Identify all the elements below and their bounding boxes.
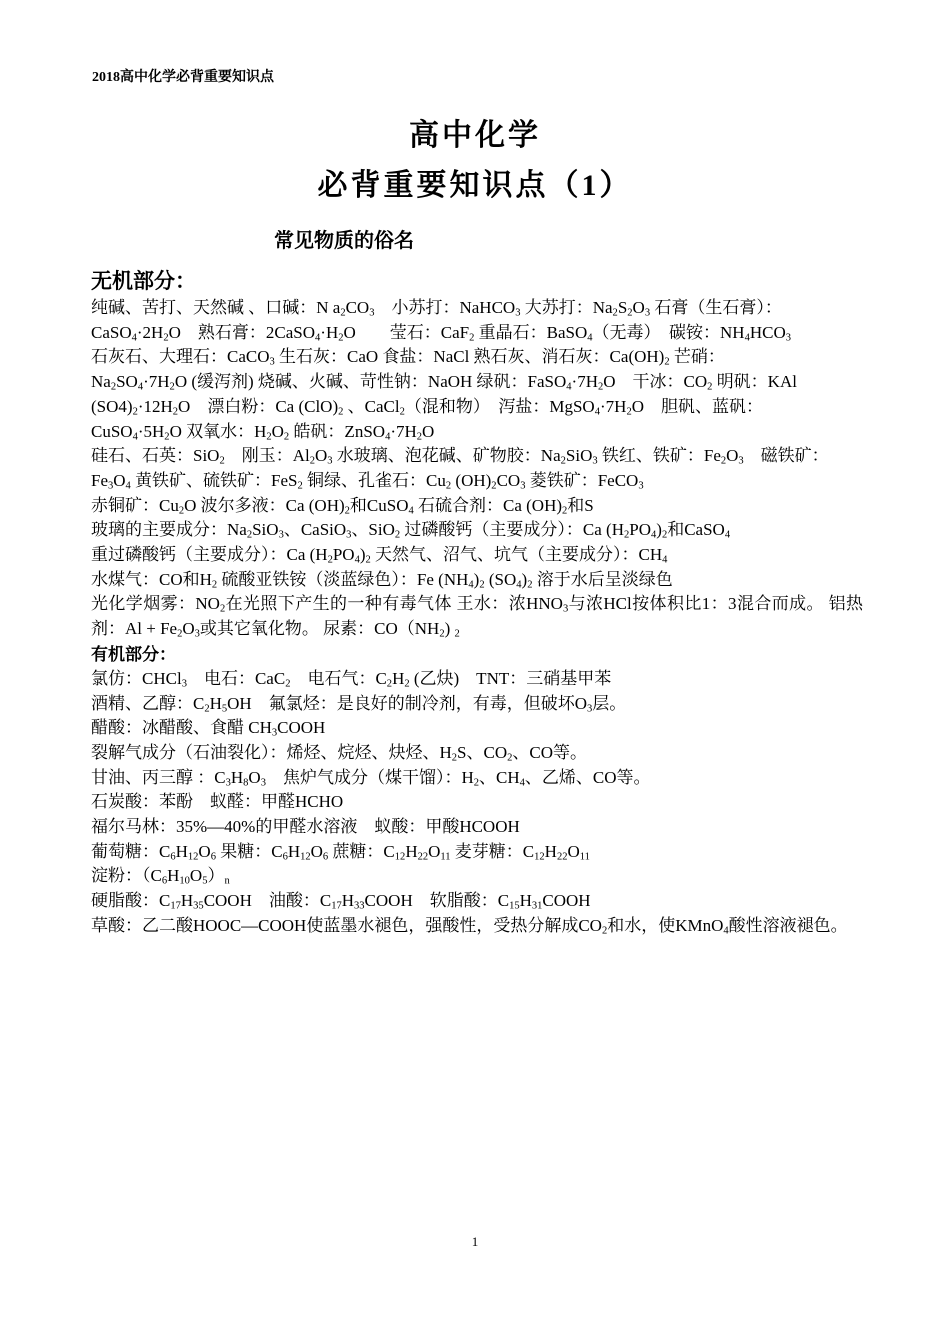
inorganic-line: $(SO4)_2\cdot 12H_2O$ 漂白粉：Ca $(ClO)_2$ 、CaCl$_2$（混和物） 泻盐：$MgSO_4\cdot 7H_2O$ 胆矾、蓝矾：	[91, 396, 763, 418]
organic-heading: 有机部分：	[91, 644, 176, 664]
organic-line: 裂解气成分（石油裂化）：烯烃、烷烃、炔烃、$H_2S$、$CO_2$、CO等。	[91, 742, 588, 764]
inorganic-line: $CuSO_4\cdot 5H_2O$ 双氧水：$H_2O_2$ 皓矾：$ZnSO_4\cdot 7H_2O$	[91, 421, 435, 443]
inorganic-line: $Na_2SO_4\cdot 7H_2O$ (缓泻剂) 烧碱、火碱、苛性钠：NaOH 绿矾：$FaSO_4\cdot 7H_2O$ 干冰：$CO_2$ 明矾：KAl	[91, 372, 797, 393]
inorganic-line: 重过磷酸钙（主要成分）：Ca $(H_2PO_4)_2$ 天然气、沼气、坑气（主要成分）：$CH_4$	[91, 545, 668, 566]
organic-line: 石炭酸：苯酚 蚁醛：甲醛HCHO	[91, 792, 344, 812]
organic-list	[91, 667, 863, 939]
inorganic-list	[91, 296, 863, 642]
inorganic-line: $CaSO_4\cdot 2H_2O$ 熟石膏：$2CaSO_4\cdot H_2O$ 莹石：CaF$_2$ 重晶石：BaSO$_4$（无毒） 碳铵：$NH_4HCO_3$	[91, 322, 792, 344]
section-subtitle: 常见物质的俗名	[274, 230, 414, 252]
inorganic-line: 硅石、石英：SiO$_2$ 刚玉：$Al_2O_3$ 水玻璃、泡花碱、矿物胶：$Na_2SiO_3$ 铁红、铁矿：$Fe_2O_3$ 磁铁矿：	[91, 446, 829, 467]
inorganic-heading: 无机部分：	[91, 269, 196, 293]
organic-line: 草酸：乙二酸HOOC—COOH使蓝墨水褪色，强酸性，受热分解成$CO_2$和水，使KMnO$_4$酸性溶液褪色。	[91, 915, 848, 937]
running-header: 2018高中化学必背重要知识点	[92, 70, 274, 85]
inorganic-line: 光化学烟雾：$NO_2$在光照下产生的一种有毒气体 王水：浓$HNO_3$与浓HCl按体积比1：3混合而成。 铝热剂：$Al + Fe_2O_3$或其它氧化物。 尿素：$CO(NH_2)$ $_2$	[91, 594, 863, 640]
inorganic-line: $Fe_3O_4$ 黄铁矿、硫铁矿：FeS$_2$ 铜绿、孔雀石：$Cu_2$ $(OH)_2CO_3$ 菱铁矿：FeCO$_3$	[91, 470, 644, 492]
inorganic-line: 水煤气：CO和$H_2$ 硫酸亚铁铵（淡蓝绿色）：Fe $(NH_4)_2$ $(SO_4)_2$ 溶于水后呈淡绿色	[91, 569, 673, 591]
organic-line: 福尔马林：35%—40%的甲醛水溶液 蚁酸：甲酸HCOOH	[91, 817, 520, 837]
organic-line: 葡萄糖：$C_6H_{12}O_6$ 果糖：$C_6H_{12}O_6$ 蔗糖：$C_{12}H_{22}O_{11}$ 麦芽糖：$C_{12}H_{22}O_{11}$	[91, 841, 590, 863]
inorganic-line: 石灰石、大理石：CaCO$_3$ 生石灰：CaO 食盐：NaCl 熟石灰、消石灰：$Ca(OH)_2$ 芒硝：	[91, 347, 725, 369]
inorganic-line: 纯碱、苦打、天然碱 、口碱：N $a_2CO_3$ 小苏打：NaHCO$_3$ 大苏打：$Na_2S_2O_3$ 石膏（生石膏）：	[91, 298, 782, 319]
page-number: 1	[471, 1234, 479, 1249]
document-body	[91, 266, 863, 939]
organic-line: 淀粉：$(C_6H_{10}O_5)_n$	[91, 866, 230, 888]
organic-line: 酒精、乙醇：$C_2H_5OH$ 氟氯烃：是良好的制冷剂，有毒，但破坏$O_3$层。	[91, 693, 627, 715]
organic-line: 硬脂酸：$C_{17}H_{35}COOH$ 油酸：$C_{17}H_{33}COOH$ 软脂酸：$C_{15}H_{31}COOH$	[91, 891, 591, 912]
organic-line: 氯仿：CHCl$_3$ 电石：CaC$_2$ 电石气：$C_2H_2$ (乙炔) TNT：三硝基甲苯	[91, 668, 612, 690]
inorganic-line: 玻璃的主要成分：$Na_2SiO_3$、CaSiO$_3$、SiO$_2$ 过磷酸钙（主要成分）：Ca $(H_2PO_4)_2$和CaSO$_4$	[91, 520, 731, 541]
inorganic-line: 赤铜矿：$Cu_2O$ 波尔多液：Ca $(OH)_2$和CuSO$_4$ 石硫合剂：Ca $(OH)_2$和S	[91, 495, 594, 517]
organic-line: 醋酸：冰醋酸、食醋 $CH_3COOH$	[91, 718, 326, 739]
document-subtitle-title: 必背重要知识点（1）	[317, 169, 633, 202]
organic-line: 甘油、丙三醇 ：$C_3H_8O_3$ 焦炉气成分（煤干馏）：$H_2$、$CH_4$、乙烯、CO等。	[91, 767, 651, 789]
document-title: 高中化学	[409, 119, 541, 152]
